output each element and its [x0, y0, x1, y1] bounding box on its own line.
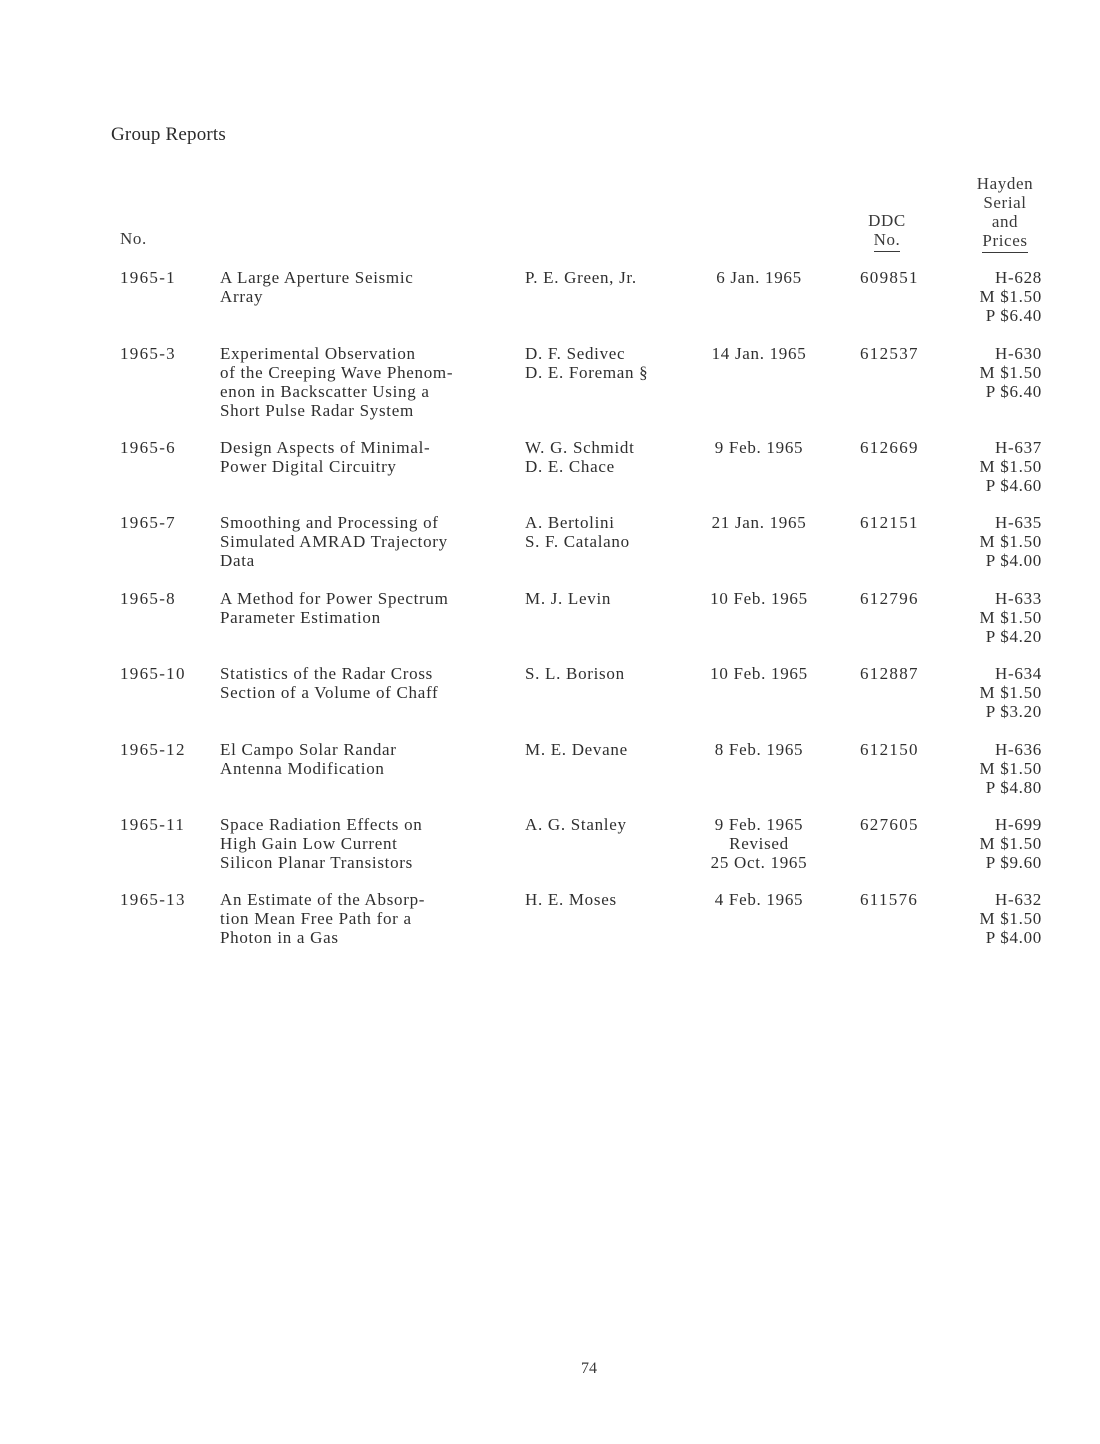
report-date: 6 Jan. 1965	[716, 268, 802, 287]
report-hayden-prices: H-636 M $1.50 P $4.80	[979, 740, 1042, 797]
report-ddc-number: 627605	[860, 815, 919, 834]
header-hayden-line4: Prices	[982, 231, 1027, 253]
report-ddc-number: 612887	[860, 664, 919, 683]
header-hayden-line1: Hayden	[976, 174, 1034, 193]
report-ddc-number: 612669	[860, 438, 919, 457]
report-date: 4 Feb. 1965	[714, 890, 804, 909]
report-hayden-prices: H-635 M $1.50 P $4.00	[979, 513, 1042, 570]
report-number: 1965-1	[120, 268, 176, 287]
report-date: 8 Feb. 1965	[714, 740, 804, 759]
report-hayden-prices: H-630 M $1.50 P $6.40	[979, 344, 1042, 401]
report-authors: S. L. Borison	[525, 664, 625, 683]
report-ddc-number: 609851	[860, 268, 919, 287]
report-number: 1965-10	[120, 664, 186, 683]
report-ddc-number: 612796	[860, 589, 919, 608]
report-authors: H. E. Moses	[525, 890, 617, 909]
report-date: 9 Feb. 1965 Revised 25 Oct. 1965	[710, 815, 808, 872]
report-title: An Estimate of the Absorp- tion Mean Free Path for a Photon in a Gas	[220, 890, 426, 947]
report-ddc-number: 612150	[860, 740, 919, 759]
report-number: 1965-11	[120, 815, 186, 834]
header-hayden-serial-prices	[966, 174, 1044, 253]
report-number: 1965-7	[120, 513, 176, 532]
header-ddc-no	[858, 211, 916, 252]
header-ddc-line1: DDC	[868, 211, 906, 230]
report-number: 1965-6	[120, 438, 176, 457]
report-authors: A. G. Stanley	[525, 815, 627, 834]
report-authors: M. E. Devane	[525, 740, 628, 759]
report-authors: M. J. Levin	[525, 589, 612, 608]
header-ddc-line2: No.	[874, 230, 901, 252]
report-title: Experimental Observation of the Creeping Wave Phenom- enon in Backscatter Using a Short Pulse Radar System	[220, 344, 454, 420]
report-authors: A. Bertolini S. F. Catalano	[525, 513, 630, 551]
report-authors: P. E. Green, Jr.	[525, 268, 637, 287]
report-title: El Campo Solar Randar Antenna Modification	[220, 740, 397, 778]
report-hayden-prices: H-699 M $1.50 P $9.60	[979, 815, 1042, 872]
report-date: 10 Feb. 1965	[710, 664, 808, 683]
report-authors: D. F. Sedivec D. E. Foreman §	[525, 344, 649, 382]
report-date: 10 Feb. 1965	[710, 589, 808, 608]
report-number: 1965-3	[120, 344, 176, 363]
report-date: 21 Jan. 1965	[711, 513, 807, 532]
report-ddc-number: 612537	[860, 344, 919, 363]
header-no: No.	[120, 229, 147, 248]
report-number: 1965-8	[120, 589, 176, 608]
report-date: 9 Feb. 1965	[714, 438, 804, 457]
page-number: 74	[581, 1360, 597, 1377]
report-number: 1965-12	[120, 740, 186, 759]
report-ddc-number: 612151	[860, 513, 919, 532]
report-date: 14 Jan. 1965	[711, 344, 807, 363]
report-hayden-prices: H-637 M $1.50 P $4.60	[979, 438, 1042, 495]
report-hayden-prices: H-632 M $1.50 P $4.00	[979, 890, 1042, 947]
report-title: Statistics of the Radar Cross Section of a Volume of Chaff	[220, 664, 439, 702]
report-hayden-prices: H-634 M $1.50 P $3.20	[979, 664, 1042, 721]
report-title: Design Aspects of Minimal- Power Digital Circuitry	[220, 438, 431, 476]
header-hayden-line2: Serial	[983, 193, 1027, 212]
report-authors: W. G. Schmidt D. E. Chace	[525, 438, 635, 476]
header-hayden-line3: and	[991, 212, 1019, 231]
report-title: A Large Aperture Seismic Array	[220, 268, 414, 306]
report-hayden-prices: H-628 M $1.50 P $6.40	[979, 268, 1042, 325]
page-title: Group Reports	[111, 124, 227, 145]
report-title: A Method for Power Spectrum Parameter Estimation	[220, 589, 449, 627]
report-number: 1965-13	[120, 890, 186, 909]
report-hayden-prices: H-633 M $1.50 P $4.20	[979, 589, 1042, 646]
report-title: Space Radiation Effects on High Gain Low Current Silicon Planar Transistors	[220, 815, 423, 872]
report-ddc-number: 611576	[860, 890, 919, 909]
report-title: Smoothing and Processing of Simulated AMRAD Trajectory Data	[220, 513, 448, 570]
